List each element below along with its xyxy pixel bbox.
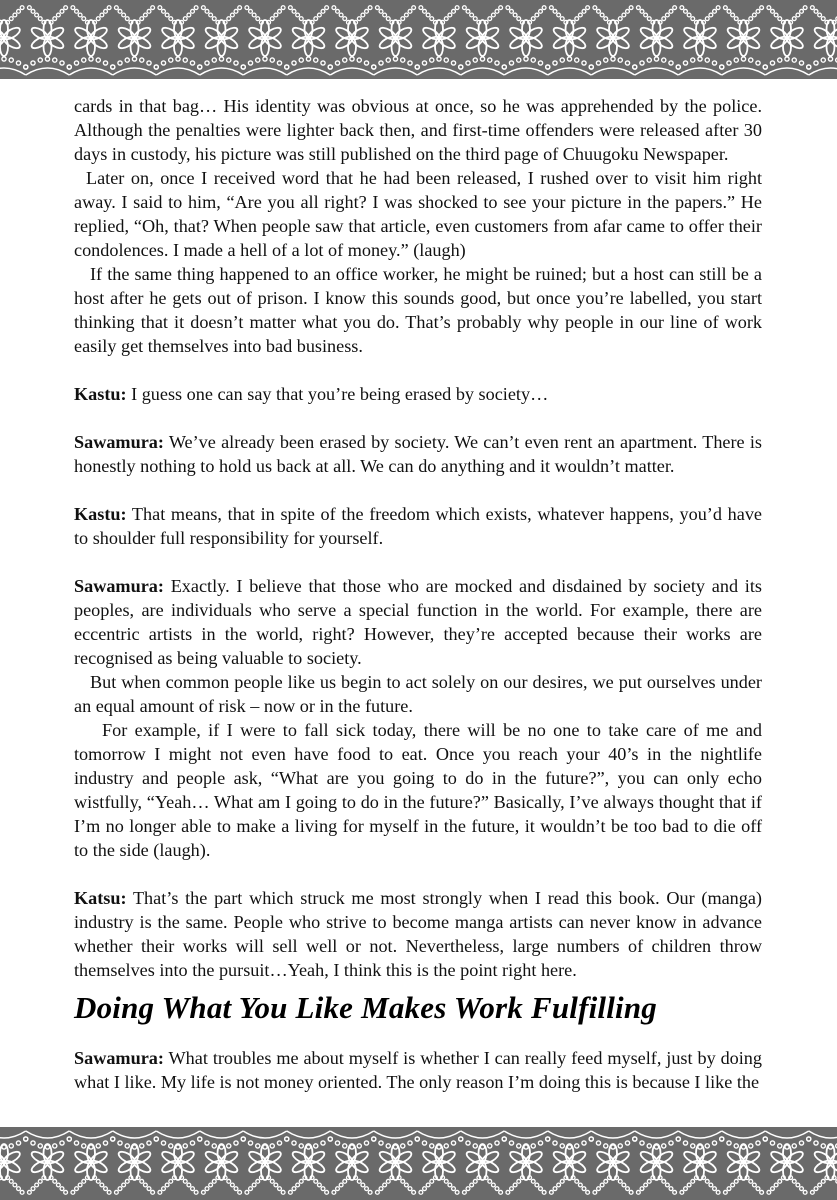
dialogue-kastu bbox=[74, 382, 762, 406]
dialogue-text: Exactly. I believe that those who are mocked and disdained by society and its peoples, are individuals who serve a special function in the world. For example, there are eccentric artists in the world, right? However, they’re accepted because their works are recognised as being valuable to society. bbox=[74, 576, 762, 668]
dialogue-text: That’s the part which struck me most strongly when I read this book. Our (manga) industry is the same. People who strive to become manga artists can never know in advance whether their works will sell well or not. Nevertheless, large numbers of children throw themselves into the pursuit…Yeah, I think this is the point right here. bbox=[74, 888, 762, 980]
dialogue-katsu bbox=[74, 886, 762, 982]
spacer bbox=[74, 406, 762, 430]
paragraph: cards in that bag… His identity was obvious at once, so he was apprehended by the police. Although the penalties were lighter back then, and first-time offenders were released after 30 days in custody, his picture was still published on the third page of Chuugoku Newspaper. bbox=[74, 96, 762, 164]
speaker-name: Sawamura: bbox=[74, 576, 164, 596]
dialogue-sawamura bbox=[74, 430, 762, 478]
dialogue-text: What troubles me about myself is whether I can really feed myself, just by doing what I like. My life is not money oriented. The only reason I’m doing this is because I like the bbox=[74, 1048, 762, 1092]
speaker-name: Sawamura: bbox=[74, 1048, 164, 1068]
section-heading: Doing What You Like Makes Work Fulfilling bbox=[74, 990, 657, 1025]
spacer bbox=[74, 478, 762, 502]
top-lace-border bbox=[0, 0, 837, 79]
spacer bbox=[74, 550, 762, 574]
dialogue-text: We’ve already been erased by society. We can’t even rent an apartment. There is honestly nothing to hold us back at all. We can do anything and it wouldn’t matter. bbox=[74, 432, 762, 476]
paragraph: If the same thing happened to an office worker, he might be ruined; but a host can still be a host after he gets out of prison. I know this sounds good, but once you’re labelled, you start thinking that it doesn’t matter what you do. That’s probably why people in our line of work easily get themselves into bad business. bbox=[74, 264, 762, 356]
speaker-name: Katsu: bbox=[74, 888, 127, 908]
page-body bbox=[74, 94, 762, 1094]
bottom-lace-border bbox=[0, 1127, 837, 1200]
paragraph: For example, if I were to fall sick today, there will be no one to take care of me and tomorrow I might not even have food to eat. Once you reach your 40’s in the nightlife industry and people ask, “What are you going to do in the future?”, you can only echo wistfully, “Yeah… What am I going to do in the future?” Basically, I’ve always thought that if I’m no longer able to make a living for myself in the future, it wouldn’t be too bad to die off to the side (laugh). bbox=[74, 720, 762, 860]
lace-pattern bbox=[0, 6, 837, 75]
spacer bbox=[74, 862, 762, 886]
spacer bbox=[74, 358, 762, 382]
paragraph: Later on, once I received word that he had been released, I rushed over to visit him right away. I said to him, “Are you all right? I was shocked to see your picture in the papers.” He replied, “Oh, that? When people saw that article, even customers from afar came to offer their condolences. I made a hell of a lot of money.” (laugh) bbox=[74, 168, 762, 260]
flower-lace-icon bbox=[0, 1127, 837, 1200]
dialogue-sawamura bbox=[74, 1046, 762, 1094]
dialogue-sawamura bbox=[74, 574, 762, 670]
dialogue-kastu bbox=[74, 502, 762, 550]
lace-pattern bbox=[0, 1131, 837, 1194]
speaker-name: Kastu: bbox=[74, 504, 127, 524]
speaker-name: Kastu: bbox=[74, 384, 127, 404]
dialogue-text: I guess one can say that you’re being erased by society… bbox=[126, 384, 549, 404]
paragraph: But when common people like us begin to act solely on our desires, we put ourselves under an equal amount of risk – now or in the future. bbox=[74, 672, 762, 716]
flower-lace-icon bbox=[0, 0, 837, 79]
speaker-name: Sawamura: bbox=[74, 432, 164, 452]
dialogue-text: That means, that in spite of the freedom which exists, whatever happens, you’d have to shoulder full responsibility for yourself. bbox=[74, 504, 762, 548]
